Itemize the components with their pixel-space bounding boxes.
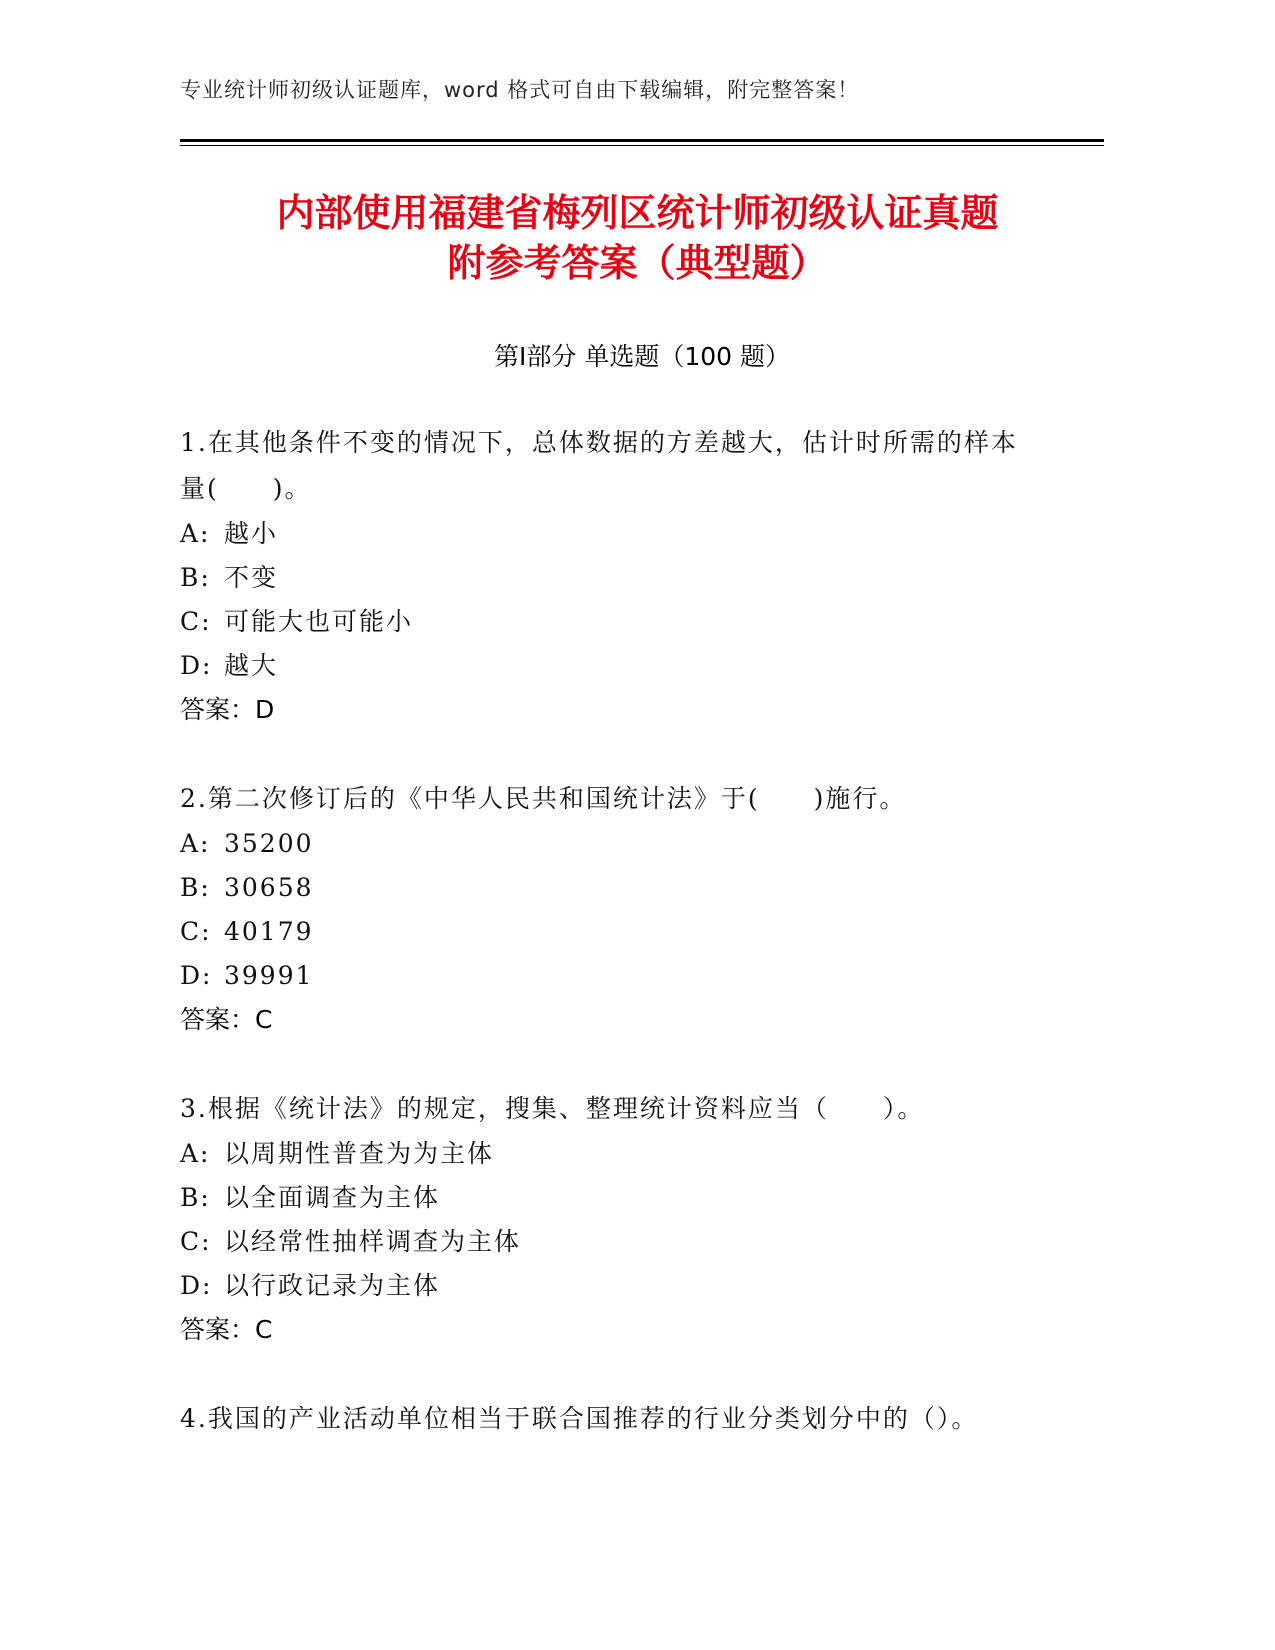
answer-line: 答案：C [180, 1005, 273, 1034]
option-key: D: [180, 961, 213, 990]
option-key: C: [180, 917, 212, 946]
option-d [180, 644, 1040, 688]
option-d [180, 1264, 1040, 1308]
option-key: B: [180, 563, 211, 592]
option-c [180, 600, 1040, 644]
option-text: 越大 [224, 651, 279, 680]
question-stem: 1.在其他条件不变的情况下，总体数据的方差越大，估计时所需的样本量( )。 [180, 428, 1018, 503]
option-b [180, 866, 1040, 910]
option-text: 39991 [224, 961, 314, 990]
option-text: 以经常性抽样调查为主体 [224, 1227, 522, 1256]
question-2 [180, 776, 1040, 1042]
question-stem: 3.根据《统计法》的规定，搜集、整理统计资料应当（ ）。 [180, 1094, 925, 1123]
option-key: A: [180, 1139, 211, 1168]
option-c [180, 1220, 1040, 1264]
option-a [180, 822, 1040, 866]
option-key: C: [180, 1227, 212, 1256]
question-3 [180, 1086, 1040, 1352]
option-text: 以全面调查为主体 [224, 1183, 441, 1212]
option-key: B: [180, 1183, 211, 1212]
answer-line: 答案：C [180, 1315, 273, 1344]
option-text: 不变 [224, 563, 279, 592]
option-key: D: [180, 1271, 213, 1300]
document-title-line-2: 附参考答案（典型题） [447, 241, 828, 285]
option-key: D: [180, 651, 213, 680]
section-heading: 第Ⅰ部分 单选题（100 题） [494, 342, 790, 371]
header-note: 专业统计师初级认证题库，word 格式可自由下载编辑，附完整答案！ [180, 78, 860, 102]
option-text: 可能大也可能小 [224, 607, 414, 636]
question-list [180, 420, 1040, 1486]
option-a [180, 512, 1040, 556]
question-1 [180, 420, 1040, 732]
option-b [180, 1176, 1040, 1220]
option-text: 以周期性普查为为主体 [224, 1139, 495, 1168]
option-key: C: [180, 607, 212, 636]
header-divider-thick [180, 139, 1104, 142]
document-title [150, 188, 1125, 288]
option-c [180, 910, 1040, 954]
option-d [180, 954, 1040, 998]
option-text: 以行政记录为主体 [224, 1271, 441, 1300]
question-stem: 4.我国的产业活动单位相当于联合国推荐的行业分类划分中的（）。 [180, 1404, 979, 1433]
header-divider-thin [180, 145, 1104, 146]
option-key: A: [180, 519, 211, 548]
option-b [180, 556, 1040, 600]
question-4 [180, 1396, 1040, 1442]
answer-line: 答案：D [180, 695, 275, 724]
option-text: 越小 [224, 519, 279, 548]
option-text: 30658 [224, 873, 314, 902]
question-stem: 2.第二次修订后的《中华人民共和国统计法》于( )施行。 [180, 784, 907, 813]
option-key: B: [180, 873, 211, 902]
option-key: A: [180, 829, 211, 858]
option-text: 40179 [224, 917, 314, 946]
option-a [180, 1132, 1040, 1176]
document-title-line-1: 内部使用福建省梅列区统计师初级认证真题 [276, 191, 999, 235]
option-text: 35200 [224, 829, 314, 858]
